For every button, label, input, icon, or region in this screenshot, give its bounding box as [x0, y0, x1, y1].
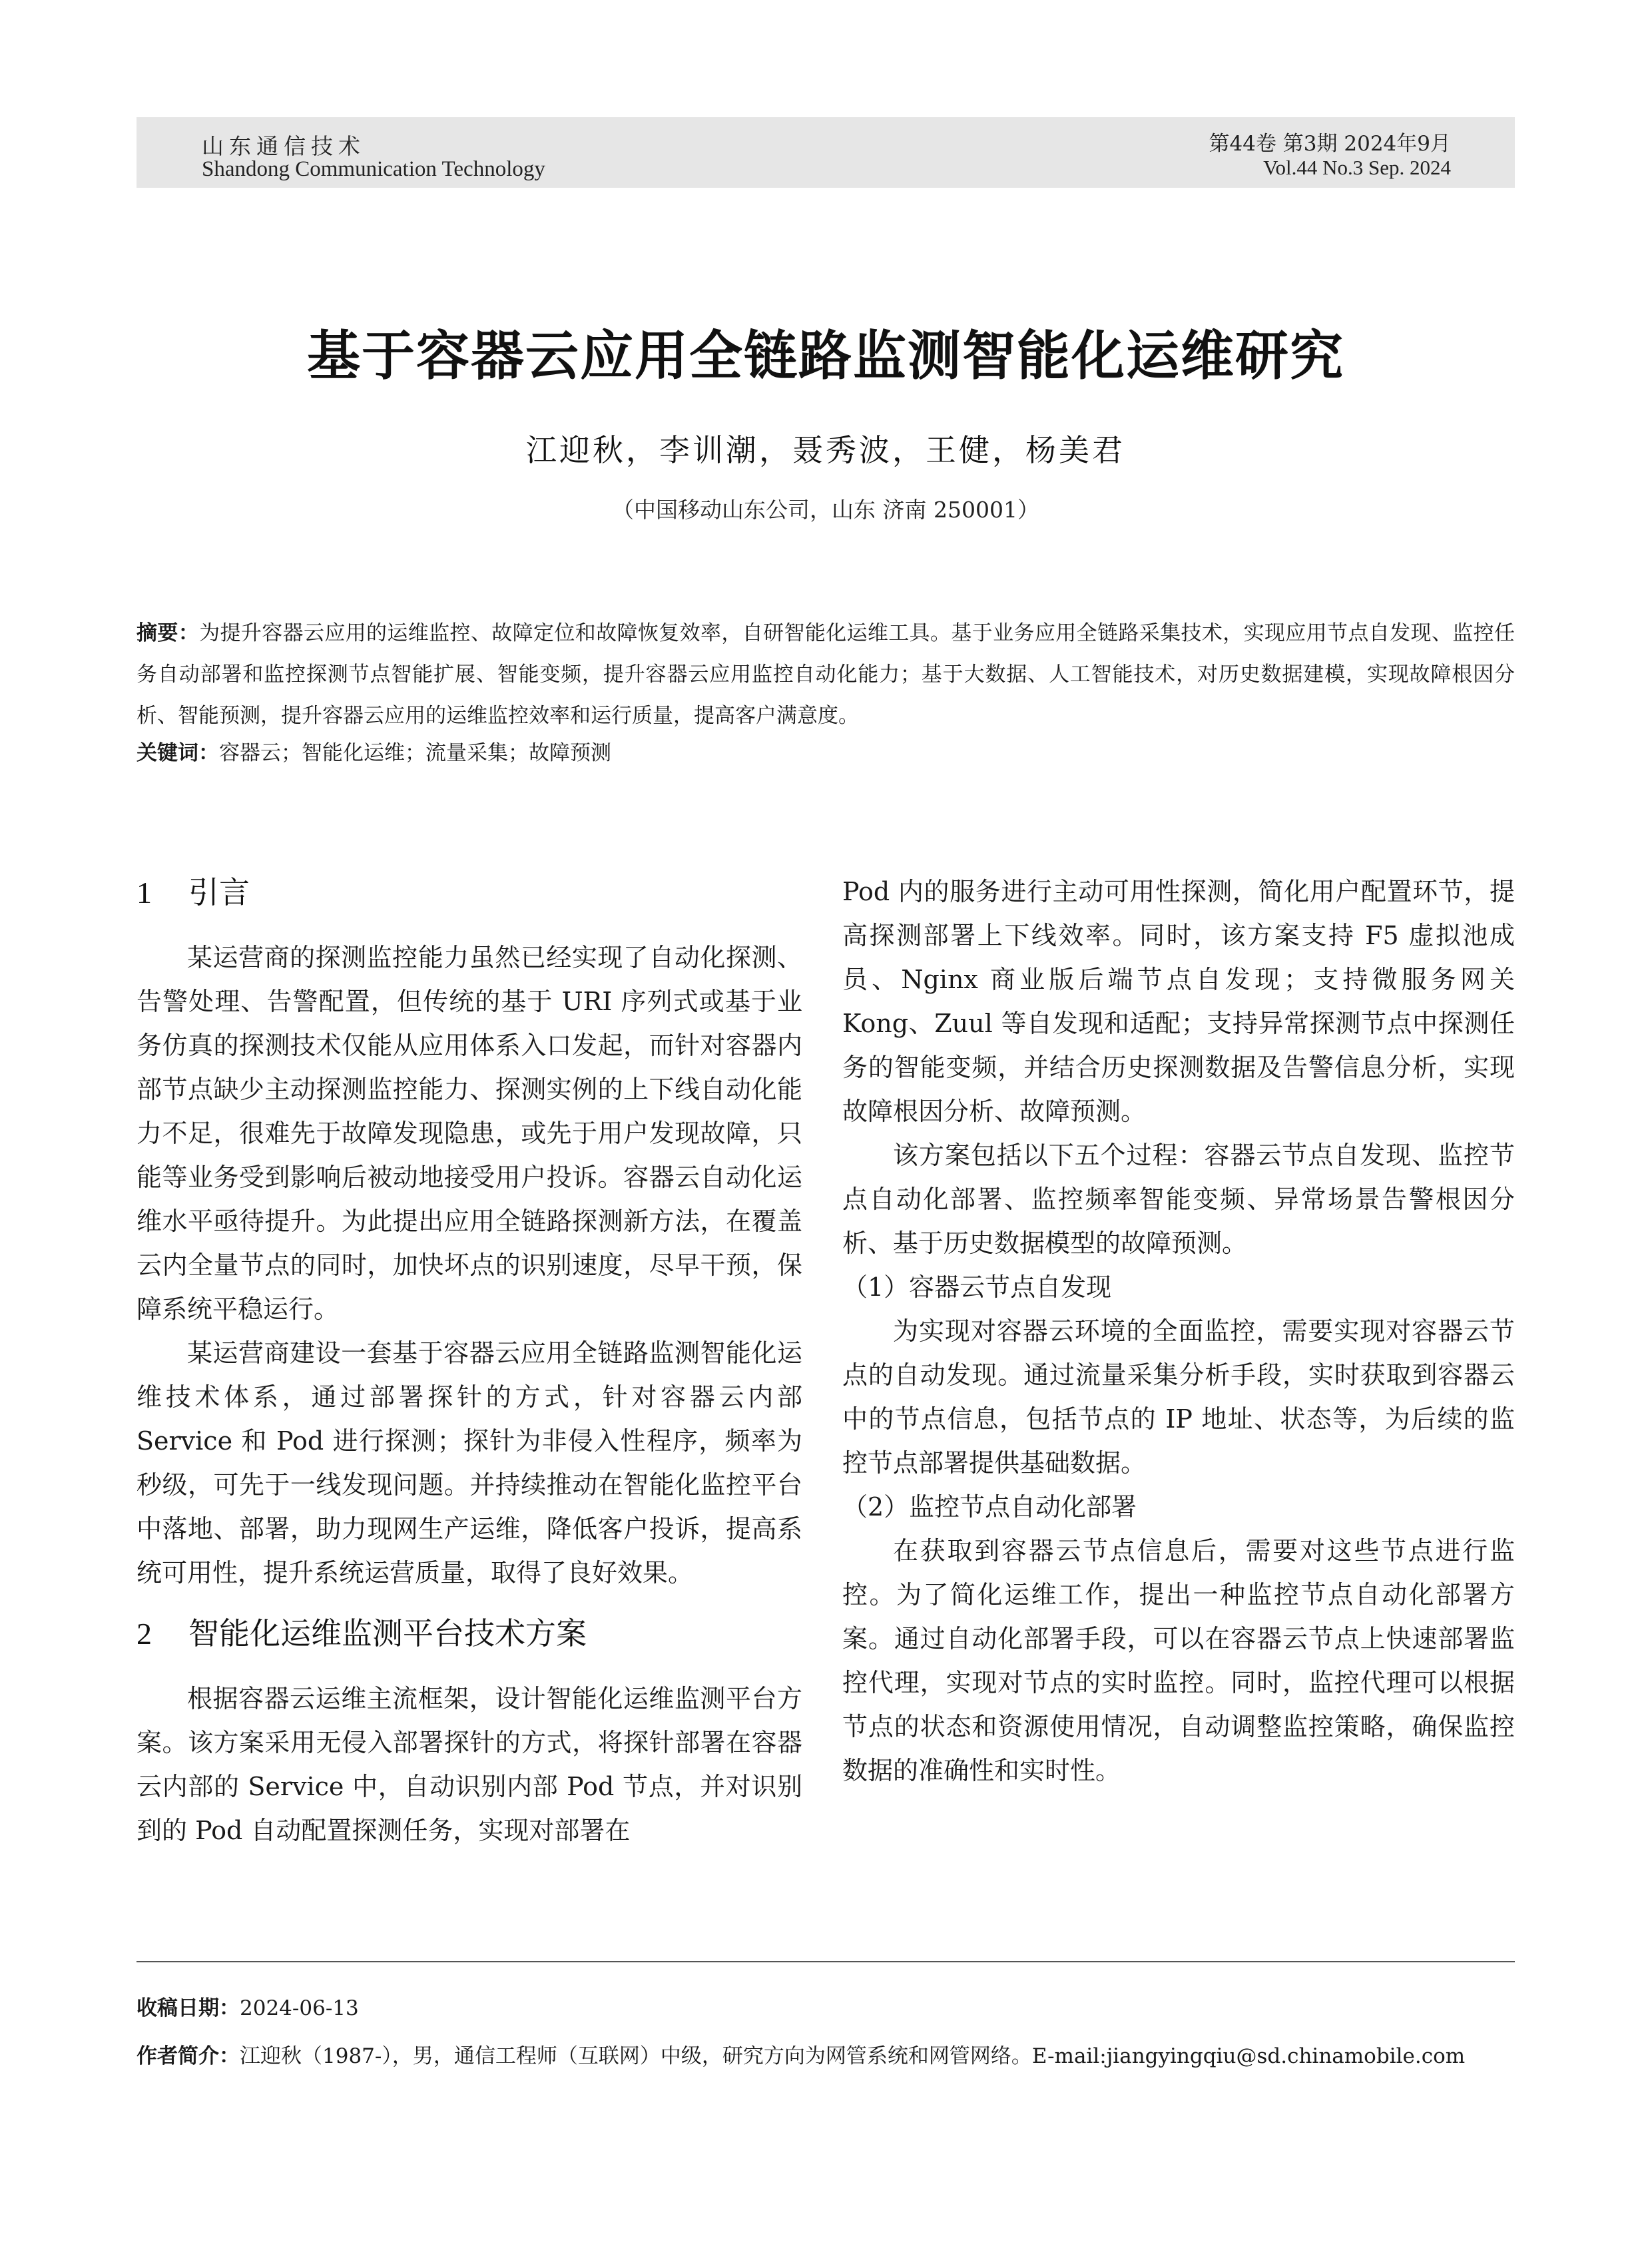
received-date	[137, 1991, 359, 2021]
paper-title: 基于容器云应用全链路监测智能化运维研究	[307, 325, 1344, 387]
section-number: 1	[137, 876, 152, 910]
paragraph: 某运营商建设一套基于容器云应用全链路监测智能化运维技术体系，通过部署探针的方式，针对容器云内部 Service 和 Pod 进行探测；探针为非侵入性程序，频率为秒级，可先于一线发现问题。并持续推动在智能化监控平台中落地、部署，助力现网生产运维，降低客户投诉，提高系统可用性，提升系统运营质量，取得了良好效果。	[137, 1338, 802, 1587]
section-heading-2	[137, 1607, 802, 1661]
author-list: 江迎秋，李训潮，聂秀波，王健，杨美君	[526, 432, 1125, 468]
paragraph-continued: Pod 内的服务进行主动可用性探测，简化用户配置环节，提高探测部署上下线效率。同时，该方案支持 F5 虚拟池成员、Nginx 商业版后端节点自发现；支持微服务网关 Kong、Zuul 等自发现和适配；支持异常探测节点中探测任务的智能变频，并结合历史探测数据及告警信息分析，实现故障根因分析、故障预测。	[842, 877, 1515, 1126]
bio-label: 作者简介：	[137, 2044, 240, 2068]
section-title: 引言	[188, 874, 250, 910]
paragraph: 根据容器云运维主流框架，设计智能化运维监测平台方案。该方案采用无侵入部署探针的方式，将探针部署在容器云内部的 Service 中，自动识别内部 Pod 节点，并对识别到的 Pod 自动配置探测任务，实现对部署在	[137, 1684, 802, 1845]
author-bio	[137, 2039, 1515, 2069]
left-column	[137, 866, 802, 1852]
footnote-divider	[137, 1961, 1515, 1962]
issue-info-en: Vol.44 No.3 Sep. 2024	[1263, 156, 1451, 179]
abstract-label: 摘要：	[137, 621, 200, 645]
issue-info-cn: 第44卷 第3期 2024年9月	[1209, 132, 1451, 156]
journal-name-cn: 山东通信技术	[202, 133, 366, 159]
right-column	[842, 870, 1515, 1793]
paragraph: 该方案包括以下五个过程：容器云节点自发现、监控节点自动化部署、监控频率智能变频、异常场景告警根因分析、基于历史数据模型的故障预测。	[842, 1141, 1515, 1258]
affiliation: （中国移动山东公司，山东 济南 250001）	[612, 497, 1039, 523]
journal-name-en: Shandong Communication Technology	[202, 157, 545, 181]
paragraph: 在获取到容器云节点信息后，需要对这些节点进行监控。为了简化运维工作，提出一种监控节点自动化部署方案。通过自动化部署手段，可以在容器云节点上快速部署监控代理，实现对节点的实时监控。同时，监控代理可以根据节点的状态和资源使用情况，自动调整监控策略，确保监控数据的准确性和实时性。	[842, 1536, 1515, 1785]
journal-header	[137, 117, 1515, 188]
subsection-heading: （2）监控节点自动化部署	[842, 1492, 1137, 1522]
subsection-heading: （1）容器云节点自发现	[842, 1272, 1112, 1302]
bio-text: 江迎秋（1987-），男，通信工程师（互联网）中级，研究方向为网管系统和网管网络。E-mail:jiangyingqiu@sd.chinamobile.com	[240, 2044, 1466, 2068]
abstract-text: 为提升容器云应用的运维监控、故障定位和故障恢复效率，自研智能化运维工具。基于业务应用全链路采集技术，实现应用节点自发现、监控任务自动部署和监控探测节点智能扩展、智能变频，提升容器云应用监控自动化能力；基于大数据、人工智能技术，对历史数据建模，实现故障根因分析、智能预测，提升容器云应用的运维监控效率和运行质量，提高客户满意度。	[137, 621, 1515, 728]
keywords-text: 容器云；智能化运维；流量采集；故障预测	[219, 741, 611, 765]
paragraph: 某运营商的探测监控能力虽然已经实现了自动化探测、告警处理、告警配置，但传统的基于 URI 序列式或基于业务仿真的探测技术仅能从应用体系入口发起，而针对容器内部节点缺少主动探测监控能力、探测实例的上下线自动化能力不足，很难先于故障发现隐患，或先于用户发现故障，只能等业务受到影响后被动地接受用户投诉。容器云自动化运维水平亟待提升。为此提出应用全链路探测新方法，在覆盖云内全量节点的同时，加快坏点的识别速度，尽早干预，保障系统平稳运行。	[137, 943, 802, 1324]
abstract	[137, 613, 1515, 736]
received-label: 收稿日期：	[137, 1996, 240, 2020]
section-heading-1	[137, 866, 802, 920]
received-value: 2024-06-13	[240, 1996, 359, 2020]
section-title: 智能化运维监测平台技术方案	[188, 1615, 587, 1651]
paragraph: 为实现对容器云环境的全面监控，需要实现对容器云节点的自动发现。通过流量采集分析手段，实时获取到容器云中的节点信息，包括节点的 IP 地址、状态等，为后续的监控节点部署提供基础数据。	[842, 1316, 1515, 1478]
keywords	[137, 732, 1515, 774]
keywords-label: 关键词：	[137, 741, 219, 765]
section-number: 2	[137, 1617, 152, 1651]
